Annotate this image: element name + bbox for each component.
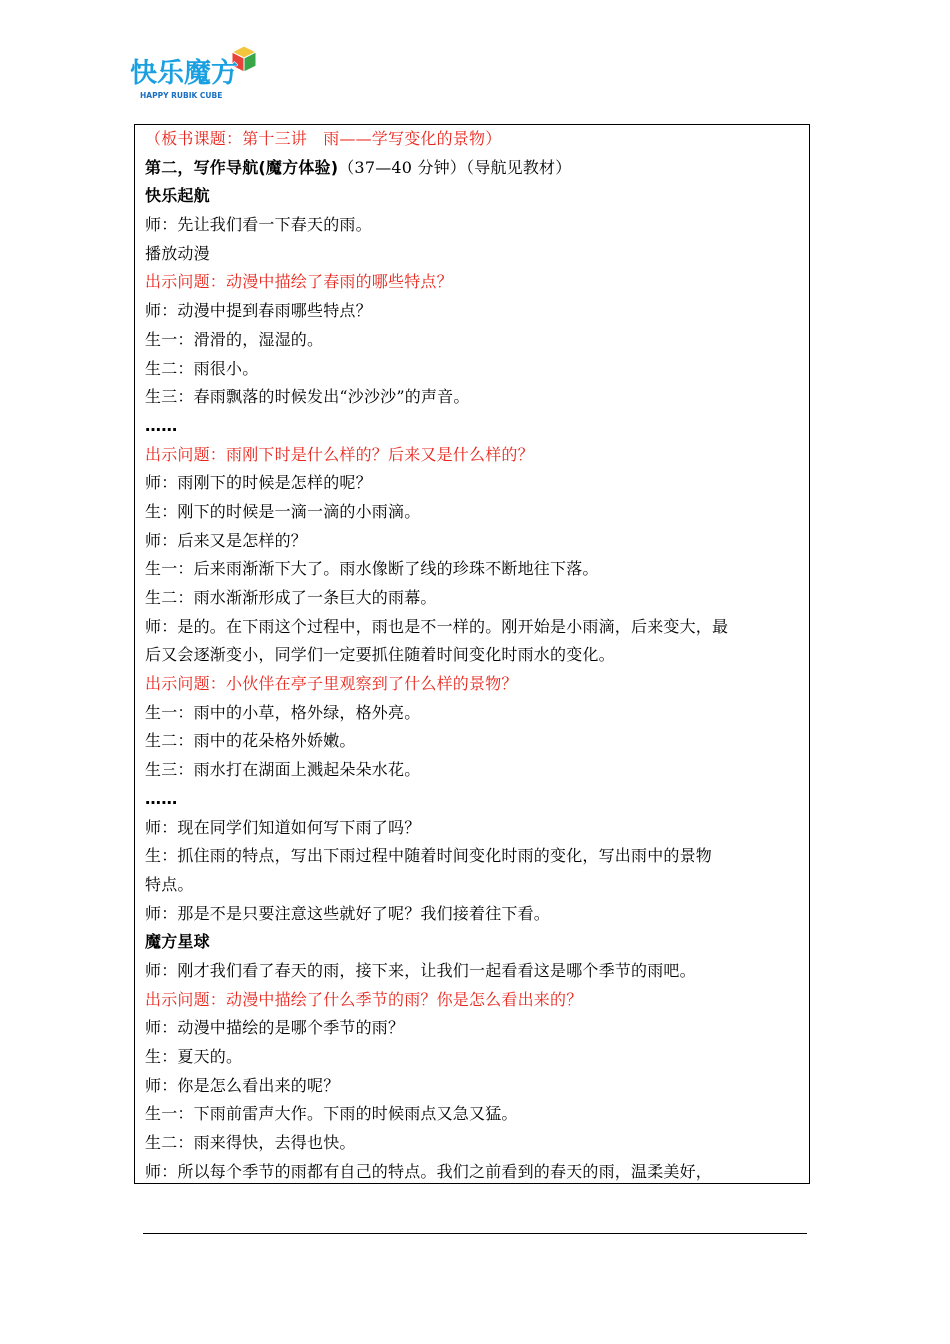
text-line: 生二：雨水渐渐形成了一条巨大的雨幕。 [145,588,437,607]
text-line: 师：动漫中描绘的是哪个季节的雨？ [145,1018,405,1038]
text-line: 生三：春雨飘落的时候发出“沙沙沙”的声音。 [145,387,470,407]
text-line: 师：你是怎么看出来的呢？ [145,1075,340,1095]
text-line: 师：那是不是只要注意这些就好了呢？我们接着往下看。 [145,903,551,923]
text-line: 后又会逐渐变小，同学们一定要抓住随着时间变化时雨水的变化。 [145,645,615,665]
section-timing: （37—40 分钟）（导航见教材） [338,157,572,177]
logo-title: 快乐魔方 [130,58,238,89]
lesson-content-box [134,124,810,1184]
text-line: 生二：雨中的花朵格外娇嫩。 [145,731,356,751]
text-line: 师：后来又是怎样的？ [145,530,308,550]
text-line: 生一：下雨前雷声大作。下雨的时候雨点又急又猛。 [145,1104,518,1124]
text-line: 师：是的。在下雨这个过程中，雨也是不一样的。刚开始是小雨滴，后来变大，最 [145,616,729,636]
text-line: 师：刚才我们看了春天的雨，接下来，让我们一起看看这是哪个季节的雨吧。 [145,960,696,980]
text-line: 生三：雨水打在湖面上溅起朵朵水花。 [145,760,421,780]
brand-logo [128,44,258,106]
text-line: 师：现在同学们知道如何写下雨了吗？ [145,817,421,837]
text-line: 出示问题：动漫中描绘了什么季节的雨？你是怎么看出来的？ [145,989,583,1009]
text-line: 生二：雨来得快，去得也快。 [145,1133,356,1153]
text-line: 生：抓住雨的特点，写出下雨过程中随着时间变化时雨的变化，写出雨中的景物 [145,846,713,866]
text-line: 魔方星球 [145,932,210,952]
text-line: 生一：雨中的小草，格外绿，格外亮。 [145,702,421,722]
footer-divider [143,1233,807,1234]
text-line: 生：夏天的。 [145,1047,243,1066]
text-line: 师：先让我们看一下春天的雨。 [145,215,372,235]
text-line: 播放动漫 [145,243,210,263]
text-line: 出示问题：小伙伴在亭子里观察到了什么样的景物？ [145,674,518,694]
text-line: 生二：雨很小。 [145,358,259,378]
logo-graphic [128,44,258,106]
text-line: …… [145,415,178,435]
text-line: …… [145,788,178,808]
section-heading: 第二，写作导航(魔方体验) [145,157,339,177]
text-line: 师：所以每个季节的雨都有自己的特点。我们之前看到的春天的雨，温柔美好， [145,1161,713,1181]
text-line: 特点。 [145,874,194,894]
text-line: （板书课题：第十三讲 雨——学写变化的景物） [145,129,502,148]
text-line: 出示问题：动漫中描绘了春雨的哪些特点？ [145,272,453,292]
text-line: 生一：后来雨渐渐下大了。雨水像断了线的珍珠不断地往下落。 [145,559,599,579]
text-line: 生一：滑滑的，湿湿的。 [145,329,324,349]
text-line: 生：刚下的时候是一滴一滴的小雨滴。 [145,501,421,521]
lesson-text [145,125,805,1184]
text-line: 快乐起航 [145,186,210,206]
text-line: 出示问题：雨刚下时是什么样的？后来又是什么样的？ [145,444,534,464]
text-line: 师：雨刚下的时候是怎样的呢？ [145,473,372,493]
text-line: 师：动漫中提到春雨哪些特点？ [145,301,372,321]
logo-subtitle: HAPPY RUBIK CUBE [140,91,223,100]
text-line [145,154,805,183]
